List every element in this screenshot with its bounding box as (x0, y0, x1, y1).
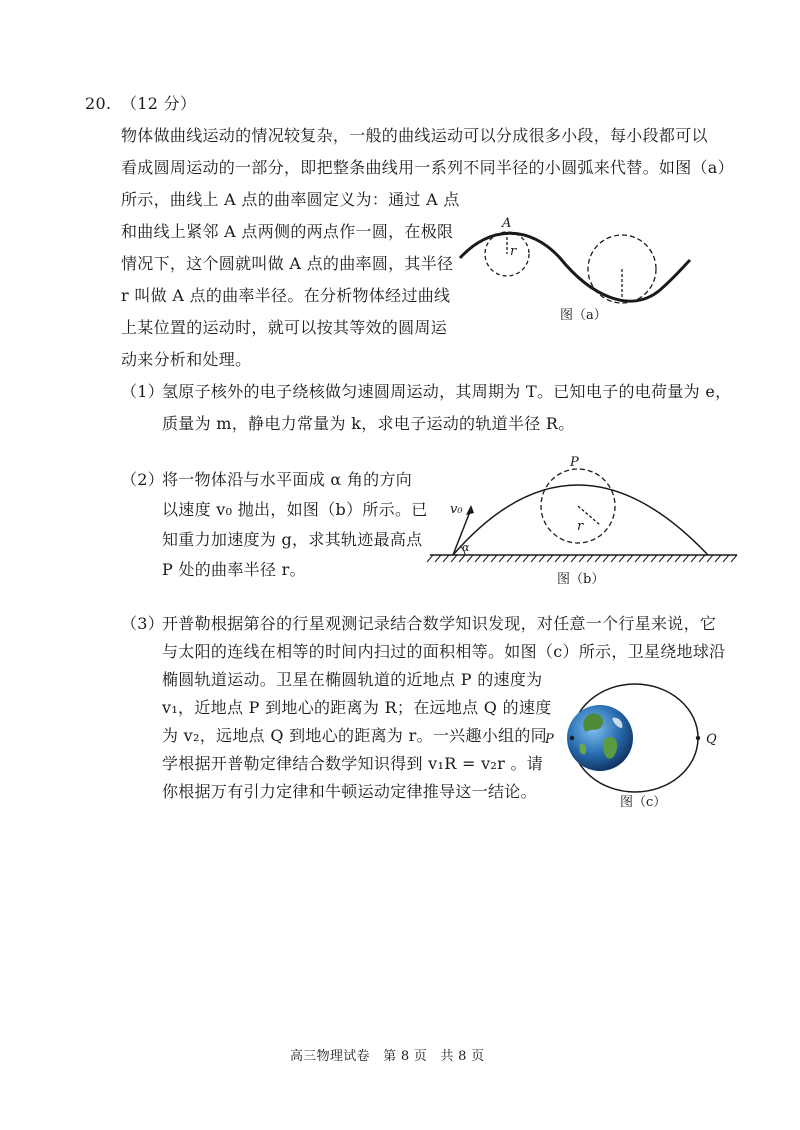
part-2-line: P 处的曲率半径 r。 (162, 560, 306, 579)
perigee-point (570, 736, 574, 740)
part-3-line: v₁，近地点 P 到地心的距离为 R；在远地点 Q 的速度 (162, 698, 552, 717)
figure-a (450, 215, 700, 330)
intro-line: 上某位置的运动时，就可以按其等效的圆周运 (121, 318, 448, 337)
label-r: r (577, 519, 584, 534)
intro-line: r 叫做 A 点的曲率半径。在分析物体经过曲线 (121, 286, 451, 305)
part-1-index: （1） (121, 382, 165, 401)
intro-line: 看成圆周运动的一部分，即把整条曲线用一系列不同半径的小圆弧来代替。如图（a） (121, 158, 734, 177)
part-2-line: 知重力加速度为 g，求其轨迹最高点 (162, 530, 423, 549)
question-number: 20. (85, 94, 112, 113)
figure-c-caption: 图（c） (620, 795, 667, 810)
label-v0: v₀ (450, 502, 463, 517)
earth-icon (567, 705, 633, 771)
part-2-line: 以速度 v₀ 抛出，如图（b）所示。已 (162, 500, 428, 519)
part-3-index: （3） (121, 614, 165, 633)
label-alpha: α (462, 541, 470, 554)
part-3-line: 你根据万有引力定律和牛顿运动定律推导这一结论。 (162, 782, 537, 801)
label-A: A (502, 216, 512, 231)
figure-a-caption: 图（a） (560, 308, 607, 323)
part-1-line: 氢原子核外的电子绕核做匀速圆周运动，其周期为 T。已知电子的电荷量为 e， (162, 382, 732, 401)
page-footer: 高三物理试卷 第 8 页 共 8 页 (290, 1049, 485, 1064)
part-3-line: 与太阳的连线在相等的时间内扫过的面积相等。如图（c）所示，卫星绕地球沿 (162, 642, 726, 661)
figure-c (540, 670, 730, 815)
label-P: P (570, 455, 579, 470)
part-2-line: 将一物体沿与水平面成 α 角的方向 (162, 470, 413, 489)
label-P: P (545, 732, 554, 747)
intro-line: 动来分析和处理。 (121, 350, 252, 369)
part-3-line: 学根据开普勒定律结合数学知识得到 v₁R = v₂r 。请 (162, 754, 544, 773)
ground-hatching (427, 555, 737, 562)
label-r: r (510, 244, 517, 259)
intro-line: 物体做曲线运动的情况较复杂，一般的曲线运动可以分成很多小段，每小段都可以 (121, 126, 708, 145)
part-3-line: 为 v₂，远地点 Q 到地心的距离为 r。一兴趣小组的同 (162, 726, 547, 745)
label-Q: Q (706, 732, 717, 747)
velocity-arrowhead (466, 505, 474, 515)
figure-b-caption: 图（b） (557, 572, 605, 587)
apogee-point (696, 736, 700, 740)
intro-line: 情况下，这个圆就叫做 A 点的曲率圆，其半径 (121, 254, 454, 273)
part-3-line: 开普勒根据第谷的行星观测记录结合数学知识发现，对任意一个行星来说，它 (162, 614, 717, 633)
part-2-index: （2） (121, 470, 165, 489)
intro-line: 所示，曲线上 A 点的曲率圆定义为：通过 A 点 (121, 190, 460, 209)
question-points: （12 分） (121, 94, 197, 113)
part-3-line: 椭圆轨道运动。卫星在椭圆轨道的近地点 P 的速度为 (162, 670, 543, 689)
figure-b (425, 455, 740, 590)
intro-line: 和曲线上紧邻 A 点两侧的两点作一圆，在极限 (121, 222, 454, 241)
part-1-line: 质量为 m，静电力常量为 k，求电子运动的轨道半径 R。 (162, 414, 575, 433)
